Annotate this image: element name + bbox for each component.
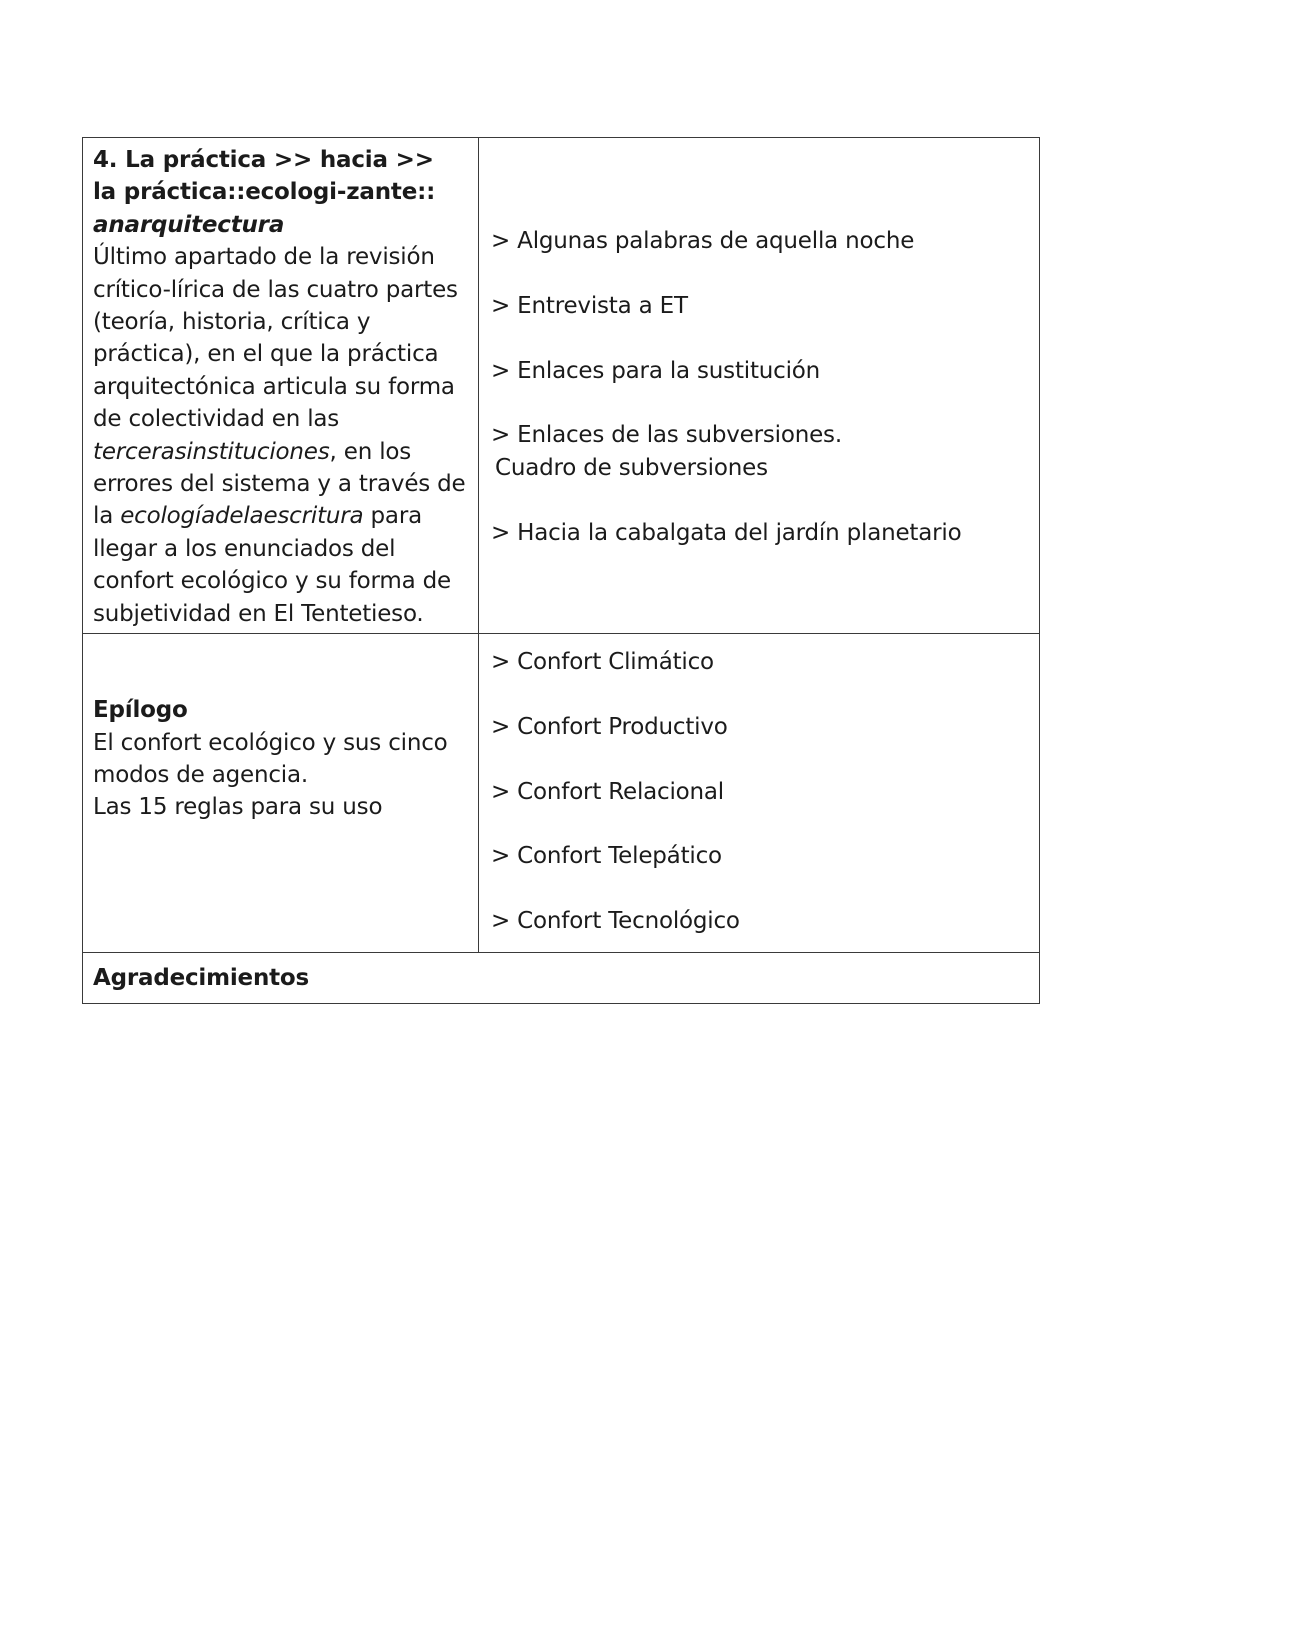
section-4-items-cell [479, 138, 1040, 634]
epilogo-items-cell [479, 634, 1040, 953]
table-row-agradecimientos [83, 953, 1040, 1004]
section-4-title-line-2: la práctica::ecologi-zante:: [93, 179, 436, 206]
epilogo-line-3: Las 15 reglas para su uso [93, 794, 383, 821]
epilogo-line-2: modos de agencia. [93, 761, 308, 788]
table-row-epilogo [83, 634, 1040, 953]
epilogo-summary-cell [83, 634, 479, 953]
section-4-title-line-3: anarquitectura [93, 211, 285, 238]
list-item: > Confort Climático [491, 649, 714, 676]
section-4-desc-emphasis-1: tercerasinstituciones [93, 438, 330, 465]
list-item: > Confort Relacional [491, 778, 724, 805]
agradecimientos-title: Agradecimientos [93, 965, 310, 992]
section-4-item-list [479, 138, 1039, 549]
epilogo-item-list [479, 634, 1039, 950]
list-item: > Confort Telepático [491, 843, 722, 870]
list-item-subtext: Cuadro de subversiones [495, 454, 768, 481]
epilogo-line-1: El confort ecológico y sus cinco [93, 729, 448, 756]
list-item: > Algunas palabras de aquella noche [491, 228, 915, 254]
section-4-summary-cell [83, 138, 479, 634]
section-4-title-line-1: 4. La práctica >> hacia >> [93, 147, 434, 173]
section-4-desc-part-3: para llegar a los enunciados del confort ecológico y su forma de subjetividad en El Tentetieso. [93, 503, 451, 627]
section-4-description [93, 244, 466, 626]
contents-table [82, 137, 1040, 1004]
section-4-desc-part-2: , en los errores del sistema y a través de la [93, 438, 466, 530]
section-4-summary [83, 138, 478, 633]
list-item: > Confort Tecnológico [491, 908, 740, 935]
list-item: > Confort Productivo [491, 713, 728, 740]
agradecimientos-cell [83, 953, 1040, 1004]
section-4-desc-emphasis-2: ecologíadelaescritura [120, 503, 364, 530]
list-item: > Entrevista a ET [491, 292, 688, 319]
list-item-text: > Enlaces de las subversiones. [491, 422, 842, 449]
list-item: > Hacia la cabalgata del jardín planetario [491, 519, 962, 546]
section-4-desc-part-1: Último apartado de la revisión crítico-lírica de las cuatro partes (teoría, historia, crítica y práctica), en el que la práctica arquitectónica articula su forma de colectividad en las [93, 244, 458, 433]
list-item: > Enlaces para la sustitución [491, 357, 821, 384]
table-row-section-4 [83, 138, 1040, 634]
epilogo-title: Epílogo [93, 697, 188, 724]
list-item [491, 419, 1039, 484]
epilogo-summary [83, 634, 478, 827]
